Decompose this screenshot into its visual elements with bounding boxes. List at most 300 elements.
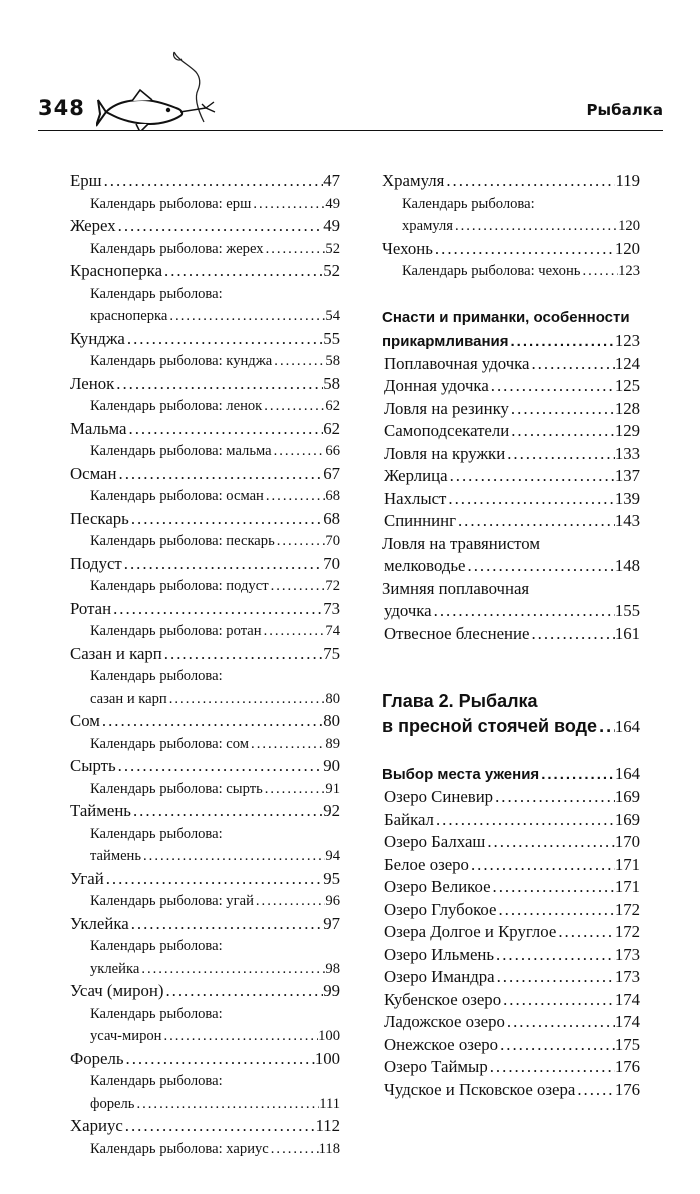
page-ref: 70 — [325, 533, 340, 549]
toc-entry-title: Календарь рыболова: хариус — [90, 1140, 269, 1157]
leader-dots — [262, 620, 326, 643]
leader-dots — [104, 868, 324, 891]
toc-entry-line: Календарь рыболова: — [90, 668, 223, 684]
leader-dots — [162, 260, 323, 283]
leader-dots — [434, 809, 615, 832]
page-ref: 62 — [323, 418, 340, 438]
toc-entry-title: Таймень — [70, 801, 131, 820]
page-ref: 94 — [325, 848, 340, 864]
toc-entry-title: уклейка — [90, 960, 140, 977]
leader-dots — [509, 420, 615, 443]
toc-entry-title: форель — [90, 1095, 135, 1112]
toc-entry-title: Озеро Таймыр — [384, 1057, 488, 1076]
toc-entry-title: красноперка — [90, 308, 168, 324]
page-ref: 123 — [614, 330, 640, 350]
leader-dots — [249, 733, 325, 756]
leader-dots — [117, 463, 324, 486]
leader-dots — [498, 1034, 615, 1057]
toc-entry-title: Усач (мирон) — [70, 981, 164, 1000]
toc-entry[interactable] — [382, 238, 640, 261]
toc-entry[interactable] — [382, 966, 640, 989]
leader-dots — [453, 215, 618, 238]
toc-entry-title: Чехонь — [382, 238, 433, 258]
leader-dots — [102, 170, 324, 193]
toc-entry[interactable] — [382, 1034, 640, 1057]
leader-dots — [122, 553, 323, 576]
toc-entry-title: Календарь рыболова: кунджа — [90, 353, 273, 369]
fish-on-hook-icon — [96, 50, 236, 130]
page-ref: 100 — [318, 1028, 340, 1044]
leader-dots — [529, 623, 614, 646]
section-title-line: Снасти и приманки, особенности — [382, 308, 630, 326]
toc-entry[interactable] — [70, 755, 340, 778]
toc-right-column — [382, 170, 640, 1101]
page-ref: 120 — [618, 218, 640, 234]
toc-left-column — [70, 170, 340, 1160]
page-ref: 175 — [614, 1034, 640, 1054]
page-ref: 96 — [325, 893, 340, 909]
toc-entry[interactable] — [70, 170, 340, 193]
toc-entry-title: Ладожское озеро — [384, 1012, 505, 1031]
toc-entry-title: Озеро Синевир — [384, 787, 494, 806]
running-title: Рыбалка — [586, 101, 663, 119]
page-ref: 164 — [614, 764, 640, 783]
leader-dots — [264, 238, 326, 261]
page-ref: 52 — [323, 261, 340, 280]
page-ref: 58 — [323, 373, 340, 393]
toc-entry-title: Отвесное блеснение — [384, 623, 530, 643]
toc-entry[interactable] — [382, 1079, 640, 1102]
leader-dots — [254, 890, 326, 913]
section-title-entry[interactable] — [382, 329, 640, 353]
toc-entry[interactable] — [70, 575, 340, 598]
toc-entry[interactable] — [70, 328, 340, 351]
toc-entry[interactable] — [70, 215, 340, 238]
page-ref: 49 — [323, 216, 340, 235]
toc-entry-title: Осман — [70, 463, 117, 483]
toc-entry[interactable] — [70, 845, 340, 868]
toc-entry[interactable] — [70, 530, 340, 553]
leader-dots — [125, 328, 323, 351]
page-ref: 73 — [323, 598, 340, 618]
page-ref: 129 — [614, 421, 640, 440]
page-ref: 119 — [615, 171, 640, 190]
leader-dots — [124, 1048, 315, 1071]
toc-entry[interactable] — [70, 890, 340, 913]
leader-dots — [556, 921, 615, 944]
page-ref: 172 — [614, 899, 640, 919]
page-ref: 91 — [325, 780, 340, 797]
toc-entry[interactable] — [382, 600, 640, 623]
toc-entry[interactable] — [382, 944, 640, 967]
toc-entry-title: мелководье — [384, 556, 466, 575]
page-ref: 174 — [614, 989, 640, 1009]
leader-dots — [263, 778, 326, 801]
toc-entry-title: Угай — [70, 868, 104, 888]
toc-entry-title: храмуля — [402, 218, 453, 234]
toc-entry[interactable] — [382, 989, 640, 1012]
toc-entry[interactable] — [70, 800, 340, 823]
toc-entry[interactable] — [70, 688, 340, 711]
toc-entry[interactable] — [70, 305, 340, 328]
page-ref: 155 — [614, 601, 640, 620]
page-ref: 172 — [614, 922, 640, 941]
leader-dots — [488, 1056, 615, 1079]
leader-dots — [114, 373, 323, 396]
page-ref: 176 — [614, 1079, 640, 1099]
toc-entry[interactable] — [382, 555, 640, 578]
toc-entry-title: Нахлыст — [384, 488, 447, 508]
toc-entry-title: Донная удочка — [384, 376, 489, 395]
leader-dots — [134, 1093, 319, 1116]
page-ref: 161 — [614, 623, 640, 643]
page-ref: 98 — [325, 960, 340, 977]
leader-dots — [509, 398, 615, 421]
leader-dots — [597, 714, 615, 739]
toc-entry[interactable] — [70, 958, 340, 981]
toc-entry[interactable] — [70, 620, 340, 643]
leader-dots — [162, 1025, 319, 1048]
leader-dots — [116, 755, 324, 778]
leader-dots — [433, 238, 615, 261]
toc-entry[interactable] — [70, 485, 340, 508]
toc-entry-title: Белое озеро — [384, 854, 469, 874]
toc-entry[interactable] — [382, 899, 640, 922]
leader-dots — [264, 485, 326, 508]
toc-entry[interactable] — [70, 980, 340, 1003]
page-ref: 58 — [325, 353, 340, 369]
page-ref: 133 — [614, 443, 640, 463]
toc-entry[interactable] — [70, 463, 340, 486]
toc-entry-title: Календарь рыболова: сырть — [90, 780, 263, 797]
page-ref: 123 — [618, 263, 640, 279]
toc-entry-title: таймень — [90, 848, 142, 864]
leader-dots — [123, 1115, 316, 1138]
toc-entry-title: Кубенское озеро — [384, 989, 502, 1009]
page-ref: 128 — [614, 398, 640, 418]
toc-entry-title: Ленок — [70, 373, 115, 393]
toc-entry-title: Ловля на кружки — [384, 443, 506, 463]
toc-entry[interactable] — [70, 553, 340, 576]
page-ref: 70 — [323, 553, 340, 573]
toc-entry-title: сазан и карп — [90, 690, 167, 707]
page-ref: 55 — [323, 328, 340, 348]
leader-dots — [469, 854, 615, 877]
toc-entry[interactable] — [382, 375, 640, 398]
leader-dots — [485, 831, 615, 854]
page-ref: 62 — [325, 398, 340, 414]
toc-entry-title: Ерш — [70, 171, 102, 190]
page-ref: 171 — [614, 854, 640, 874]
toc-entry-title: Озеро Великое — [384, 877, 491, 896]
toc-entry[interactable] — [70, 1025, 340, 1048]
page-ref: 174 — [614, 1012, 640, 1031]
leader-dots — [446, 488, 614, 511]
toc-entry-title: Подуст — [70, 553, 122, 573]
toc-entry[interactable] — [382, 465, 640, 488]
toc-entry[interactable] — [70, 350, 340, 373]
page-ref: 169 — [614, 787, 640, 806]
leader-dots — [275, 530, 326, 553]
toc-entry-title: Озера Долгое и Круглое — [384, 922, 557, 941]
page-ref: 170 — [614, 832, 640, 851]
toc-entry-title: Календарь рыболова: угай — [90, 893, 254, 909]
leader-dots — [466, 555, 615, 578]
toc-entry[interactable] — [70, 440, 340, 463]
toc-entry-title: Озеро Имандра — [384, 967, 495, 986]
toc-entry-title: Сом — [70, 711, 100, 730]
page-ref: 52 — [325, 240, 340, 257]
page-ref: 95 — [323, 868, 340, 888]
leader-dots — [495, 966, 615, 989]
toc-entry[interactable] — [382, 623, 640, 646]
toc-entry-line: Календарь рыболова: — [90, 1005, 223, 1022]
toc-entry-title: Уклейка — [70, 913, 129, 933]
toc-entry[interactable] — [70, 1093, 340, 1116]
toc-entry[interactable] — [382, 353, 640, 376]
leader-dots — [505, 443, 615, 466]
page-ref: 125 — [614, 376, 640, 395]
toc-entry[interactable] — [70, 418, 340, 441]
toc-entry-title: Хариус — [70, 1116, 123, 1135]
page-ref: 124 — [614, 353, 640, 373]
toc-entry[interactable] — [382, 809, 640, 832]
toc-entry-title: Кунджа — [70, 328, 125, 348]
leader-dots — [129, 508, 323, 531]
toc-entry-title: Онежское озеро — [384, 1034, 499, 1054]
toc-chapter — [382, 689, 640, 739]
page-ref: 75 — [323, 643, 340, 663]
toc-entry[interactable] — [70, 913, 340, 936]
toc-entry-title: Форель — [70, 1048, 124, 1068]
leader-dots — [491, 876, 615, 899]
leader-dots — [269, 1138, 319, 1161]
leader-dots — [116, 215, 324, 238]
page-ref: 176 — [614, 1057, 640, 1076]
leader-dots — [494, 944, 615, 967]
leader-dots — [496, 899, 614, 922]
leader-dots — [493, 786, 615, 809]
toc-entry[interactable] — [382, 786, 640, 809]
page-number: 348 — [38, 96, 85, 120]
leader-dots — [269, 575, 326, 598]
toc-entry-title: Пескарь — [70, 508, 129, 528]
page-ref: 111 — [319, 1095, 340, 1112]
toc-entry[interactable] — [382, 398, 640, 421]
toc-entry[interactable] — [70, 1115, 340, 1138]
toc-entry-title: Календарь рыболова: сом — [90, 735, 250, 752]
leader-dots — [167, 305, 325, 328]
leader-dots — [129, 913, 324, 936]
toc-entry[interactable] — [382, 921, 640, 944]
page-ref: 139 — [614, 488, 640, 508]
page-ref: 97 — [323, 913, 340, 933]
page-ref: 80 — [325, 690, 340, 707]
leader-dots — [272, 440, 326, 463]
toc-entry[interactable] — [70, 260, 340, 283]
section-title-text: Выбор места ужения — [382, 766, 540, 783]
leader-dots — [251, 193, 325, 216]
page-ref: 49 — [325, 195, 340, 212]
toc-entry-line: Зимняя поплавочная — [382, 578, 530, 598]
page-ref: 148 — [614, 556, 640, 575]
toc-entry[interactable] — [382, 420, 640, 443]
toc-section-tackle — [382, 306, 640, 646]
page-ref: 120 — [614, 238, 640, 258]
toc-entry-line: Календарь рыболова: — [90, 938, 223, 954]
toc-entry-line: Ловля на травянистом — [382, 533, 540, 553]
leader-dots — [272, 350, 325, 373]
toc-entry-line: Календарь рыболова: — [90, 825, 223, 842]
toc-entry-title: Календарь рыболова: ленок — [90, 398, 263, 414]
chapter-title-entry[interactable] — [382, 714, 640, 739]
page-ref: 118 — [318, 1140, 340, 1157]
page-ref: 92 — [323, 801, 340, 820]
toc-entry-title: Сазан и карп — [70, 643, 162, 663]
toc-entry[interactable] — [382, 260, 640, 283]
toc-entry-title: Жерех — [70, 216, 116, 235]
chapter-title-text: в пресной стоячей воде — [382, 716, 598, 736]
toc-entry-title: Спиннинг — [384, 511, 456, 530]
toc-entry[interactable] — [382, 443, 640, 466]
toc-entry-title: Мальма — [70, 418, 127, 438]
page-ref: 164 — [614, 717, 640, 736]
section-title-text: прикармливания — [382, 332, 509, 350]
page-ref: 68 — [323, 508, 340, 528]
toc-entry[interactable] — [70, 1048, 340, 1071]
toc-entry-title: Самоподсекатели — [384, 421, 510, 440]
leader-dots — [509, 330, 615, 353]
toc-entry-title: Байкал — [384, 809, 434, 829]
page-ref: 80 — [323, 711, 340, 730]
leader-dots — [456, 510, 615, 533]
leader-dots — [489, 375, 615, 398]
toc-entry[interactable] — [382, 488, 640, 511]
toc-entry-title: Календарь рыболова: мальма — [90, 443, 272, 459]
leader-dots — [262, 395, 325, 418]
page-ref: 89 — [325, 735, 340, 752]
toc-entry-title: Календарь рыболова: подуст — [90, 578, 269, 594]
toc-entry[interactable] — [70, 710, 340, 733]
page-ref: 173 — [614, 967, 640, 986]
toc-entry-title: Озеро Глубокое — [384, 899, 497, 919]
page-ref: 171 — [614, 877, 640, 896]
page-ref: 99 — [323, 981, 340, 1000]
leader-dots — [167, 688, 326, 711]
chapter-title-line: Глава 2. Рыбалка — [382, 691, 538, 711]
leader-dots — [141, 845, 325, 868]
toc-entry-title: Жерлица — [384, 466, 448, 485]
toc-entry-title: Календарь рыболова: жерех — [90, 240, 264, 257]
toc-entry-line: Календарь рыболова: — [402, 195, 535, 212]
toc-entry-title: Чудское и Псковское озера — [384, 1079, 576, 1099]
page-ref: 47 — [323, 171, 340, 190]
toc-entry-line: Календарь рыболова: — [90, 285, 223, 302]
toc-entry-title: Озеро Ильмень — [384, 944, 495, 964]
toc-entry[interactable] — [70, 238, 340, 261]
leader-dots — [131, 800, 323, 823]
leader-dots — [127, 418, 324, 441]
page-ref: 54 — [325, 308, 340, 324]
toc-entry[interactable] — [382, 1056, 640, 1079]
page-ref: 66 — [325, 443, 340, 459]
toc-entry[interactable] — [70, 733, 340, 756]
leader-dots — [448, 465, 615, 488]
page-header — [38, 0, 663, 135]
toc-entry[interactable] — [70, 598, 340, 621]
toc-entry-title: Календарь рыболова: осман — [90, 488, 264, 504]
toc-entry[interactable] — [382, 831, 640, 854]
leader-dots — [575, 1079, 615, 1102]
toc-entry[interactable] — [70, 193, 340, 216]
leader-dots — [100, 710, 323, 733]
leader-dots — [111, 598, 323, 621]
toc-entry[interactable] — [70, 1138, 340, 1161]
toc-entry-title: Озеро Балхаш — [384, 832, 486, 851]
leader-dots — [432, 600, 615, 623]
toc-entry-title: Красноперка — [70, 261, 163, 280]
toc-entry[interactable] — [70, 508, 340, 531]
toc-entry-title: Ротан — [70, 598, 112, 618]
toc-entry[interactable] — [70, 868, 340, 891]
leader-dots — [529, 353, 614, 376]
leader-dots — [539, 763, 615, 786]
toc-entry[interactable] — [70, 395, 340, 418]
toc-entry-title: усач-мирон — [90, 1028, 162, 1044]
toc-section-places — [382, 762, 640, 1101]
leader-dots — [163, 980, 323, 1003]
toc-entry-title: Храмуля — [382, 171, 445, 190]
toc-entry-line: Календарь рыболова: — [90, 1073, 223, 1089]
leader-dots — [580, 260, 618, 283]
page-ref: 74 — [325, 623, 340, 639]
page-ref: 72 — [325, 578, 340, 594]
toc-entry-title: Календарь рыболова: пескарь — [90, 533, 275, 549]
page-ref: 143 — [614, 511, 640, 530]
toc-entry[interactable] — [382, 215, 640, 238]
page-ref: 137 — [614, 466, 640, 485]
toc-entry-title: Календарь рыболова: ерш — [90, 195, 252, 212]
toc-entry-title: Календарь рыболова: чехонь — [402, 263, 581, 279]
page-ref: 100 — [314, 1048, 340, 1068]
toc-entry[interactable] — [382, 1011, 640, 1034]
section-title-entry[interactable] — [382, 762, 640, 786]
toc-entry[interactable] — [382, 876, 640, 899]
toc-entry[interactable] — [70, 373, 340, 396]
toc-entry-title: Календарь рыболова: ротан — [90, 623, 262, 639]
page-ref: 112 — [315, 1116, 340, 1135]
toc-entry-title: Поплавочная удочка — [384, 353, 530, 373]
toc-entry-title: Сырть — [70, 756, 116, 775]
toc-entry-title: удочка — [384, 601, 432, 620]
toc-entry[interactable] — [382, 170, 640, 193]
page-ref: 67 — [323, 463, 340, 483]
toc-entry[interactable] — [70, 778, 340, 801]
leader-dots — [444, 170, 615, 193]
leader-dots — [139, 958, 325, 981]
leader-dots — [505, 1011, 615, 1034]
leader-dots — [162, 643, 323, 666]
toc-entry[interactable] — [382, 510, 640, 533]
page-ref: 68 — [325, 488, 340, 504]
header-rule — [38, 130, 663, 131]
leader-dots — [501, 989, 615, 1012]
page-ref: 173 — [614, 944, 640, 964]
toc-entry[interactable] — [70, 643, 340, 666]
toc-entry[interactable] — [382, 854, 640, 877]
toc-entry-title: Ловля на резинку — [384, 398, 509, 418]
page-ref: 169 — [614, 809, 640, 829]
